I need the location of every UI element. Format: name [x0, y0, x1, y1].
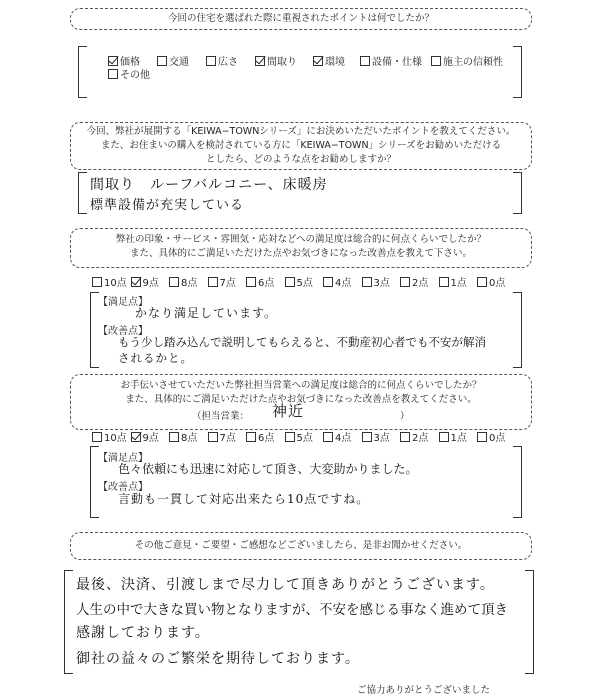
checkbox[interactable]: [131, 432, 141, 442]
checkbox[interactable]: [285, 432, 295, 442]
q5-line3: 感謝しております。: [76, 625, 210, 641]
checkbox[interactable]: [169, 432, 179, 442]
q4-score-option[interactable]: [169, 429, 197, 444]
checkbox[interactable]: [439, 432, 449, 442]
checkbox-label: 設備・仕様: [372, 57, 422, 68]
q4-score-option[interactable]: [477, 429, 505, 444]
staff-label: （担当営業：: [192, 411, 250, 422]
q4-score-option[interactable]: [208, 429, 236, 444]
staff-name: 神近: [272, 402, 305, 420]
q2-line3: としたら、どのような点をお勧めしますか？: [205, 154, 396, 165]
q1-option[interactable]: [206, 53, 238, 68]
checkbox[interactable]: [255, 56, 265, 66]
checkbox[interactable]: [323, 432, 333, 442]
q5-line4: 御社の益々のご繁栄を期待しております。: [76, 651, 360, 667]
checkbox[interactable]: [313, 56, 323, 66]
q2-line1: 今回、弊社が展開する「KEIWA−TOWNシリーズ」にお決めいただいたポイントを教えてください。: [86, 126, 516, 137]
checkbox[interactable]: [362, 277, 372, 287]
question-3: [70, 228, 532, 268]
q4-score-option[interactable]: [400, 429, 428, 444]
q4-improve-text: 言動も一貫して対応出来たら10点ですね。: [118, 492, 370, 506]
checkbox-label: 2点: [412, 278, 429, 289]
checkbox[interactable]: [169, 277, 179, 287]
q3-score-option[interactable]: [92, 274, 127, 289]
checkbox[interactable]: [400, 432, 410, 442]
question-2: [70, 122, 532, 170]
checkbox-label: 5点: [296, 278, 313, 289]
q4-line1: お手伝いさせていただいた弊社担当営業への満足度は総合的に何点くらいでしたか？: [120, 380, 482, 391]
checkbox-label: 価格: [120, 57, 140, 68]
checkbox-label: 8点: [181, 278, 198, 289]
q1-option[interactable]: [313, 53, 345, 68]
checkbox[interactable]: [400, 277, 410, 287]
checkbox[interactable]: [92, 277, 102, 287]
checkbox[interactable]: [439, 277, 449, 287]
checkbox[interactable]: [477, 277, 487, 287]
checkbox-label: 0点: [489, 278, 506, 289]
q3-score-option[interactable]: [169, 274, 197, 289]
q3-score-option[interactable]: [246, 274, 274, 289]
checkbox[interactable]: [157, 56, 167, 66]
checkbox-label: 5点: [296, 433, 313, 444]
q1-option[interactable]: [157, 53, 189, 68]
checkbox[interactable]: [362, 432, 372, 442]
q2-line2: また、お住まいの購入を検討されている方に「KEIWA−TOWN」シリーズをお勧めいただける: [100, 140, 502, 151]
q4-satisfied-text: 色々依頼にも迅速に対応して頂き、大変助かりました。: [118, 462, 418, 476]
checkbox-label: 7点: [219, 278, 236, 289]
q5-line1: 最後、決済、引渡しまで尽力して頂きありがとうございます。: [76, 577, 495, 593]
checkbox-label: その他: [120, 70, 150, 81]
checkbox[interactable]: [206, 56, 216, 66]
checkbox[interactable]: [246, 432, 256, 442]
q3-improve-line2: されるかと。: [118, 351, 193, 365]
checkbox-label: 4点: [335, 278, 352, 289]
q3-score-option[interactable]: [323, 274, 351, 289]
q3-score-option[interactable]: [439, 274, 467, 289]
q4-score-option[interactable]: [439, 429, 467, 444]
checkbox-label: 1点: [450, 278, 467, 289]
checkbox-label: 3点: [373, 278, 390, 289]
checkbox-label: 広さ: [218, 57, 238, 68]
q4-score-option[interactable]: [323, 429, 351, 444]
checkbox-label: 10点: [104, 278, 127, 289]
q4-improve-label: 【改善点】: [98, 482, 148, 493]
checkbox-label: 8点: [181, 433, 198, 444]
checkbox[interactable]: [360, 56, 370, 66]
q2-answer-line2: 標準設備が充実している: [90, 198, 245, 213]
checkbox[interactable]: [208, 277, 218, 287]
checkbox[interactable]: [285, 277, 295, 287]
q4-score-option[interactable]: [362, 429, 390, 444]
staff-close: ）: [400, 411, 410, 422]
q4-score-option[interactable]: [131, 429, 159, 444]
q4-score-option[interactable]: [246, 429, 274, 444]
q3-score-option[interactable]: [285, 274, 313, 289]
checkbox-label: 6点: [258, 433, 275, 444]
q4-score-option[interactable]: [285, 429, 313, 444]
q1-option[interactable]: [431, 53, 503, 68]
checkbox-label: 施主の信頼性: [443, 57, 503, 68]
checkbox[interactable]: [108, 69, 118, 79]
q3-line2: また、具体的にご満足いただけた点やお気づきになった改善点を教えて下さい。: [129, 248, 472, 259]
q3-line1: 弊社の印象・サービス・雰囲気・応対などへの満足度は総合的に何点くらいでしたか？: [115, 234, 487, 245]
q3-satisfied-text: かなり満足しています。: [135, 306, 278, 320]
checkbox-label: 1点: [450, 433, 467, 444]
q1-option[interactable]: [255, 53, 297, 68]
q4-score-option[interactable]: [92, 429, 127, 444]
checkbox[interactable]: [323, 277, 333, 287]
checkbox-label: 6点: [258, 278, 275, 289]
checkbox-label: 10点: [104, 433, 127, 444]
q3-improve-line1: もう少し踏み込んで説明してもらえると、不動産初心者でも不安が解消: [118, 335, 486, 349]
checkbox-label: 2点: [412, 433, 429, 444]
checkbox[interactable]: [246, 277, 256, 287]
checkbox-label: 交通: [169, 57, 189, 68]
checkbox-label: 0点: [489, 433, 506, 444]
checkbox[interactable]: [92, 432, 102, 442]
checkbox-label: 4点: [335, 433, 352, 444]
q3-satisfied-label: 【満足点】: [98, 297, 148, 308]
checkbox-label: 7点: [219, 433, 236, 444]
q4-line2: また、具体的にご満足いただけた点やお気づきになった改善点を教えてください。: [125, 394, 477, 405]
q3-improve-label: 【改善点】: [98, 326, 148, 337]
footer-thanks: ご協力ありがとうございました: [356, 685, 490, 696]
checkbox-label: 環境: [325, 57, 345, 68]
q3-score-option[interactable]: [362, 274, 390, 289]
q4-answer-box: [90, 446, 522, 518]
checkbox[interactable]: [208, 432, 218, 442]
q1-option[interactable]: [360, 53, 422, 68]
q1-option[interactable]: [108, 66, 150, 81]
checkbox[interactable]: [131, 277, 141, 287]
checkbox-label: 9点: [142, 278, 159, 289]
q3-score-option[interactable]: [208, 274, 236, 289]
checkbox[interactable]: [108, 56, 118, 66]
question-5: その他ご意見・ご要望・ご感想などございましたら、是非お聞かせください。: [70, 532, 532, 560]
question-1: 今回の住宅を選ばれた際に重視されたポイントは何でしたか？: [70, 8, 532, 30]
q4-satisfied-label: 【満足点】: [98, 453, 148, 464]
checkbox-label: 3点: [373, 433, 390, 444]
q2-answer-line1: 間取り ルーフバルコニー、床暖房: [90, 177, 328, 193]
checkbox[interactable]: [477, 432, 487, 442]
q3-score-option[interactable]: [477, 274, 505, 289]
checkbox-label: 間取り: [267, 57, 297, 68]
q3-score-option[interactable]: [131, 274, 159, 289]
q3-score-option[interactable]: [400, 274, 428, 289]
checkbox-label: 9点: [142, 433, 159, 444]
checkbox[interactable]: [431, 56, 441, 66]
q5-line2: 人生の中で大きな買い物となりますが、不安を感じる事なく進めて頂き: [76, 602, 508, 618]
